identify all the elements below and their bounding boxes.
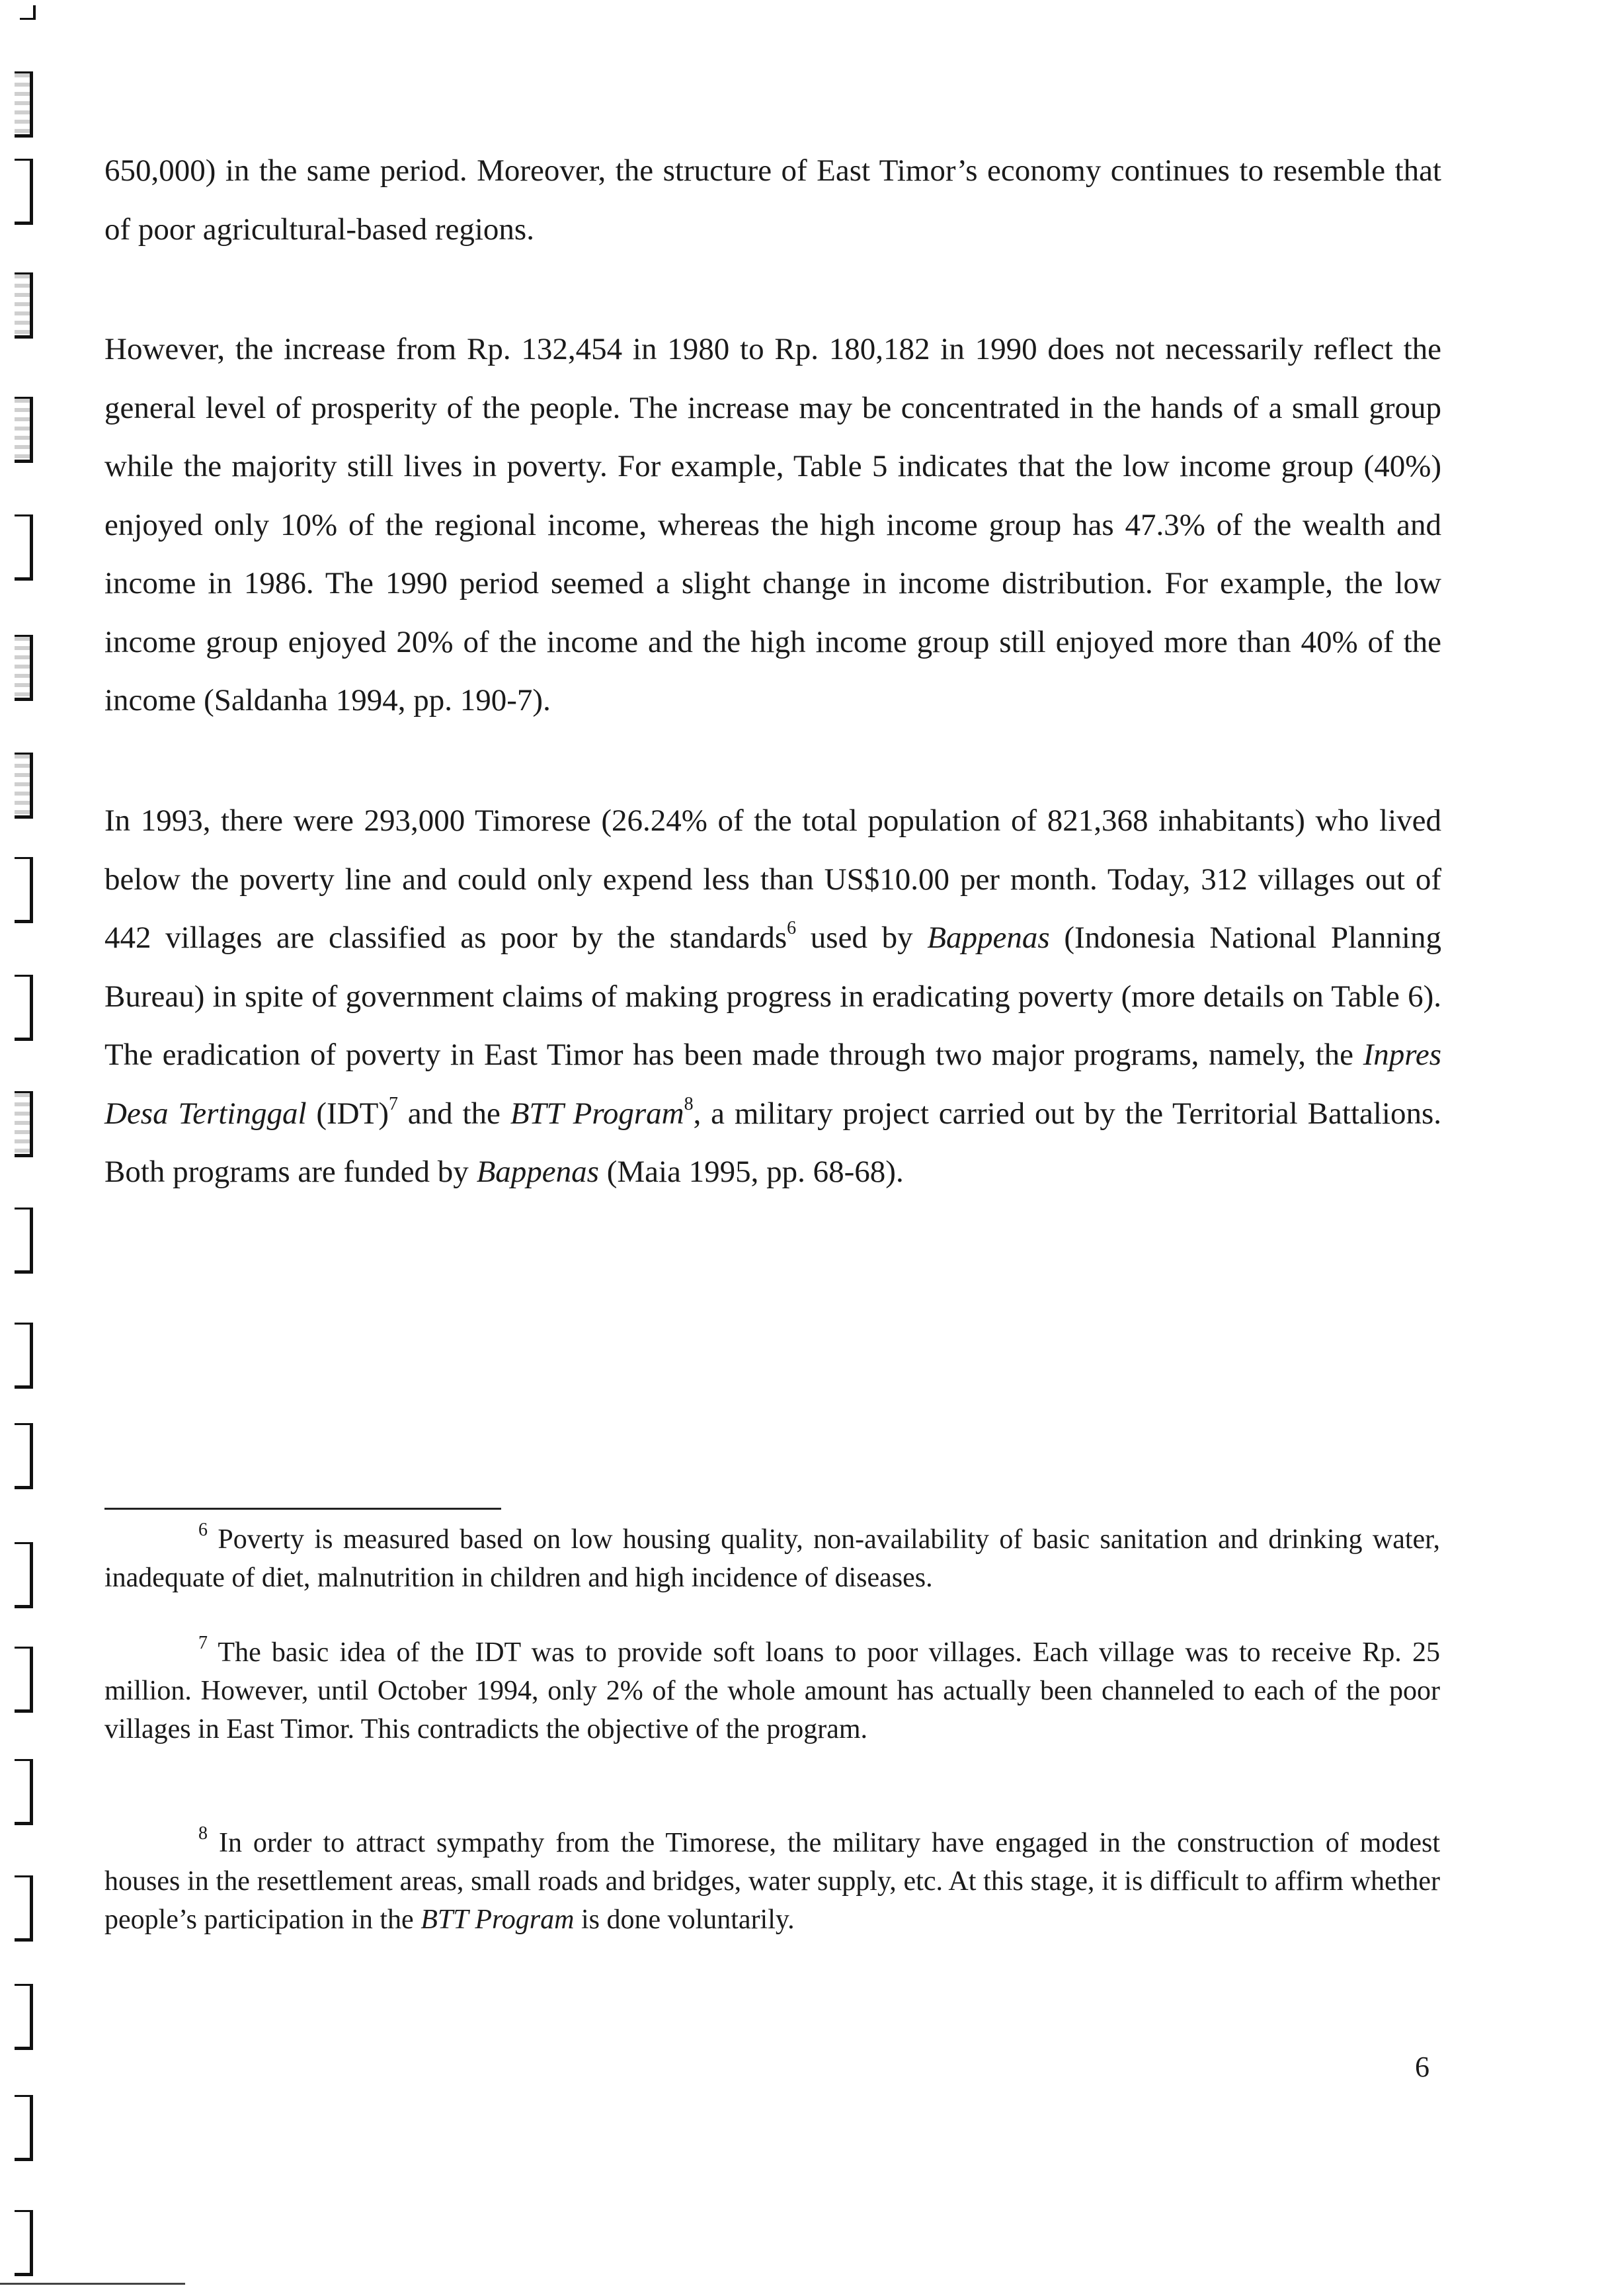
binding-mark	[15, 1091, 33, 1157]
footnote-number: 7	[198, 1633, 208, 1653]
footnote-ref-6: 6	[787, 918, 797, 939]
italic-term-bappenas: Bappenas	[927, 921, 1050, 955]
binding-corner-mark	[20, 5, 36, 20]
footnote-text: is done voluntarily.	[574, 1905, 795, 1935]
italic-term-idt: Inpres Desa Tertinggal	[104, 1038, 1441, 1131]
italic-term-btt: BTT Program	[421, 1905, 575, 1935]
footnote-7	[104, 1633, 1440, 1748]
paragraph-3-text: and the	[397, 1096, 510, 1131]
binding-mark	[15, 1542, 33, 1608]
paragraph-3-text: In 1993, there were 293,000 Timorese (26.24% of the total population of 821,368 inhabitants) who lived below the poverty line and could only expend less than US$10.00 per month. Today, 312 villages out of 442 villages are classified as poor by the standards	[104, 803, 1441, 955]
binding-mark	[15, 159, 33, 225]
paragraph-3-text: (Maia 1995, pp. 68-68).	[598, 1155, 904, 1189]
paragraph-1: 650,000) in the same period. Moreover, the structure of East Timor’s economy continues to resemble that of poor agricultural-based regions.	[104, 153, 1441, 247]
footnote-ref-7: 7	[388, 1093, 398, 1114]
footnote-8	[104, 1824, 1440, 1939]
page-number: 6	[1415, 2051, 1429, 2083]
binding-mark	[15, 71, 33, 138]
binding-mark	[15, 975, 33, 1041]
binding-mark	[15, 1759, 33, 1825]
binding-mark	[15, 2095, 33, 2161]
binding-mark	[15, 635, 33, 701]
binding-mark	[15, 397, 33, 463]
paragraph-3-text: (Indonesia National Planning Bureau) in spite of government claims of making progress in eradicating poverty (more details on Table 6). The eradication of poverty in East Timor has been made through two major programs, namely, the	[104, 921, 1441, 1072]
binding-mark	[15, 2210, 33, 2276]
binding-marks	[0, 0, 53, 2296]
footnote-6	[104, 1520, 1440, 1597]
footnote-text: Poverty is measured based on low housing quality, non-availability of basic sanitation and drinking water, inadequate of diet, malnutrition in children and high incidence of diseases.	[104, 1524, 1440, 1593]
binding-mark	[15, 1984, 33, 2050]
footnote-number: 6	[198, 1520, 208, 1540]
paragraph-3-text: (IDT)	[306, 1096, 389, 1131]
italic-term-bappenas: Bappenas	[476, 1155, 599, 1189]
binding-mark	[15, 1875, 33, 1942]
binding-mark	[15, 514, 33, 581]
italic-term-btt: BTT Program	[510, 1096, 684, 1131]
paragraph-2: However, the increase from Rp. 132,454 in 1980 to Rp. 180,182 in 1990 does not necessarily reflect the general level of prosperity of the people. The increase may be concentrated in the hands of a small group while the majority still lives in poverty. For example, Table 5 indicates that the low income group (40%) enjoyed only 10% of the regional income, whereas the high income group has 47.3% of the wealth and income in 1986. The 1990 period seemed a slight change in income distribution. For example, the low income group enjoyed 20% of the income and the high income group still enjoyed more than 40% of the income (Saldanha 1994, pp. 190-7).	[104, 332, 1441, 718]
binding-mark	[15, 753, 33, 819]
paragraph-3-text: used by	[796, 921, 928, 955]
footnote-text: The basic idea of the IDT was to provide soft loans to poor villages. Each village was to receive Rp. 25 million. However, until October 1994, only 2% of the whole amount has actually been channeled to each of the poor villages in East Timor. This contradicts the objective of the program.	[104, 1637, 1440, 1744]
paragraph-3-text: , a military project carried out by the Territorial Battalions. Both programs are funded by	[104, 1096, 1442, 1189]
paragraph-3	[104, 792, 1441, 1202]
bottom-edge-line	[0, 2283, 185, 2285]
footnote-separator	[104, 1508, 501, 1510]
binding-mark	[15, 272, 33, 339]
footnote-text: In order to attract sympathy from the Timorese, the military have engaged in the construction of modest houses in the resettlement areas, small roads and bridges, water supply, etc. At this stage, it is difficult to affirm whether people’s participation in the	[104, 1828, 1440, 1935]
footnote-ref-8: 8	[684, 1093, 694, 1114]
binding-mark	[15, 1208, 33, 1274]
binding-mark	[15, 1647, 33, 1713]
binding-mark	[15, 1323, 33, 1389]
binding-mark	[15, 1423, 33, 1489]
footnote-number: 8	[198, 1823, 208, 1844]
binding-mark	[15, 857, 33, 923]
